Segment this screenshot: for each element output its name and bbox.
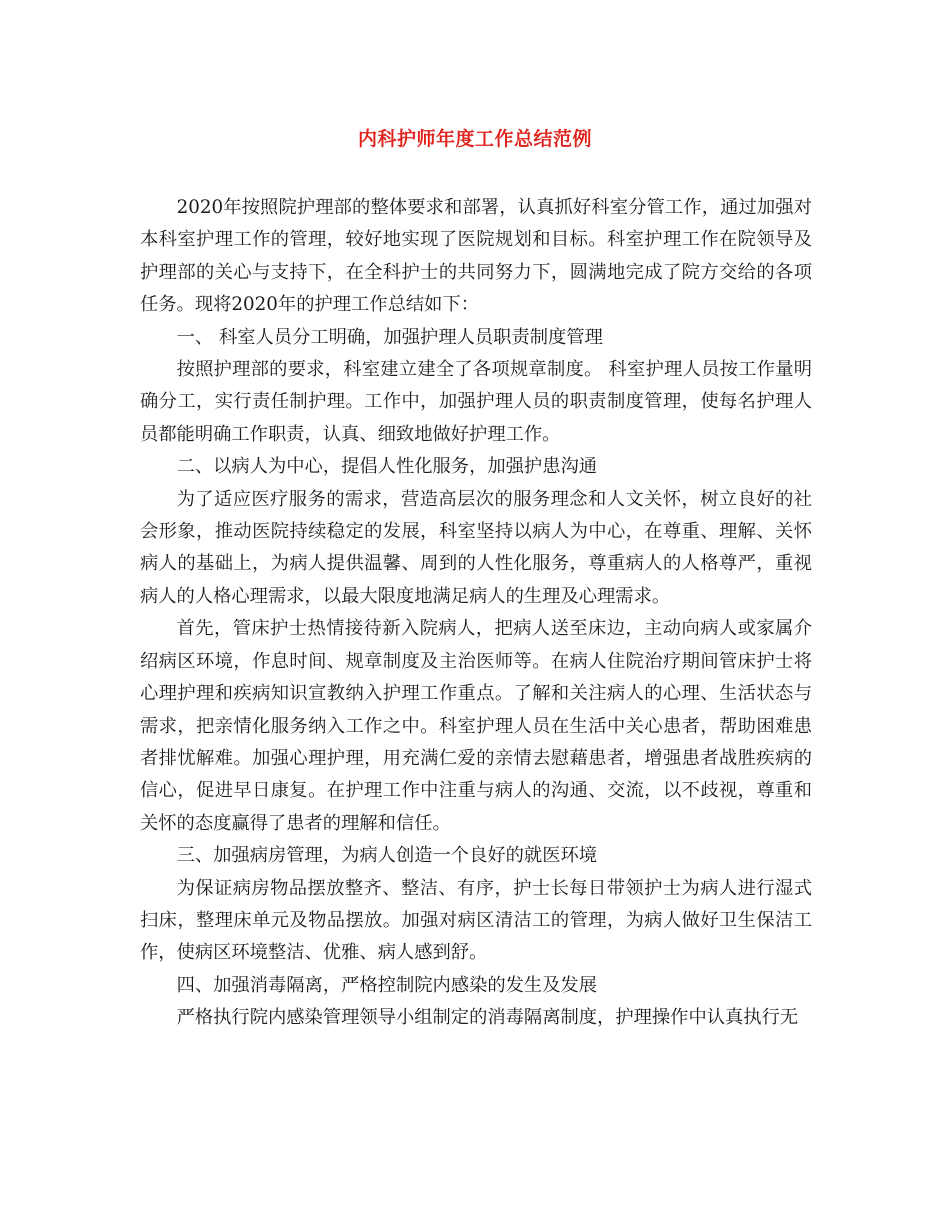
section-heading-2: 二、以病人为中心，提倡人性化服务，加强护患沟通	[176, 456, 598, 478]
paragraph-section-2b: 首先，管床护士热情接待新入院病人，把病人送至床边，主动向病人或家属介绍病区环境，作息时间、规章制度及主治医师等。在病人住院治疗期间管床护士将心理护理和疾病知识宣教纳入护理工作重点。了解和关注病人的心理、生活状态与需求，把亲情化服务纳入工作之中。科室护理人员在生活中关心患者，帮助困难患者排忧解难。加强心理护理，用充满仁爱的亲情去慰藉患者，增强患者战胜疾病的信心，促进早日康复。在护理工作中注重与病人的沟通、交流，以不歧视，尊重和关怀的态度赢得了患者的理解和信任。	[140, 618, 812, 834]
section-heading-4: 四、加强消毒隔离，严格控制院内感染的发生及发展	[176, 974, 598, 996]
paragraph-section-2a: 为了适应医疗服务的需求，营造高层次的服务理念和人文关怀，树立良好的社会形象，推动医院持续稳定的发展，科室坚持以病人为中心，在尊重、理解、关怀病人的基础上，为病人提供温馨、周到的人性化服务，尊重病人的人格尊严，重视病人的人格心理需求，以最大限度地满足病人的生理及心理需求。	[140, 488, 812, 607]
document-title: 内科护师年度工作总结范例	[357, 128, 592, 150]
paragraph-section-3: 为保证病房物品摆放整齐、整洁、有序，护士长每日带领护士为病人进行湿式扫床，整理床单元及物品摆放。加强对病区清洁工的管理，为病人做好卫生保洁工作，使病区环境整洁、优雅、病人感到舒。	[140, 877, 812, 964]
paragraph-section-1: 按照护理部的要求，科室建立建全了各项规章制度。 科室护理人员按工作量明确分工，实行责任制护理。工作中，加强护理人员的职责制度管理，使每名护理人员都能明确工作职责，认真、细致地做好护理工作。	[140, 359, 812, 445]
section-heading-1: 一、 科室人员分工明确，加强护理人员职责制度管理	[176, 326, 603, 348]
document-body	[140, 192, 812, 1035]
paragraph-intro: 2020年按照院护理部的整体要求和部署，认真抓好科室分管工作，通过加强对本科室护理工作的管理，较好地实现了医院规划和目标。科室护理工作在院领导及护理部的关心与支持下，在全科护士的共同努力下，圆满地完成了院方交给的各项任务。现将2020年的护理工作总结如下：	[140, 197, 812, 316]
section-heading-3: 三、加强病房管理，为病人创造一个良好的就医环境	[176, 845, 598, 867]
paragraph-section-4: 严格执行院内感染管理领导小组制定的消毒隔离制度，护理操作中认真执行无	[176, 1007, 799, 1029]
